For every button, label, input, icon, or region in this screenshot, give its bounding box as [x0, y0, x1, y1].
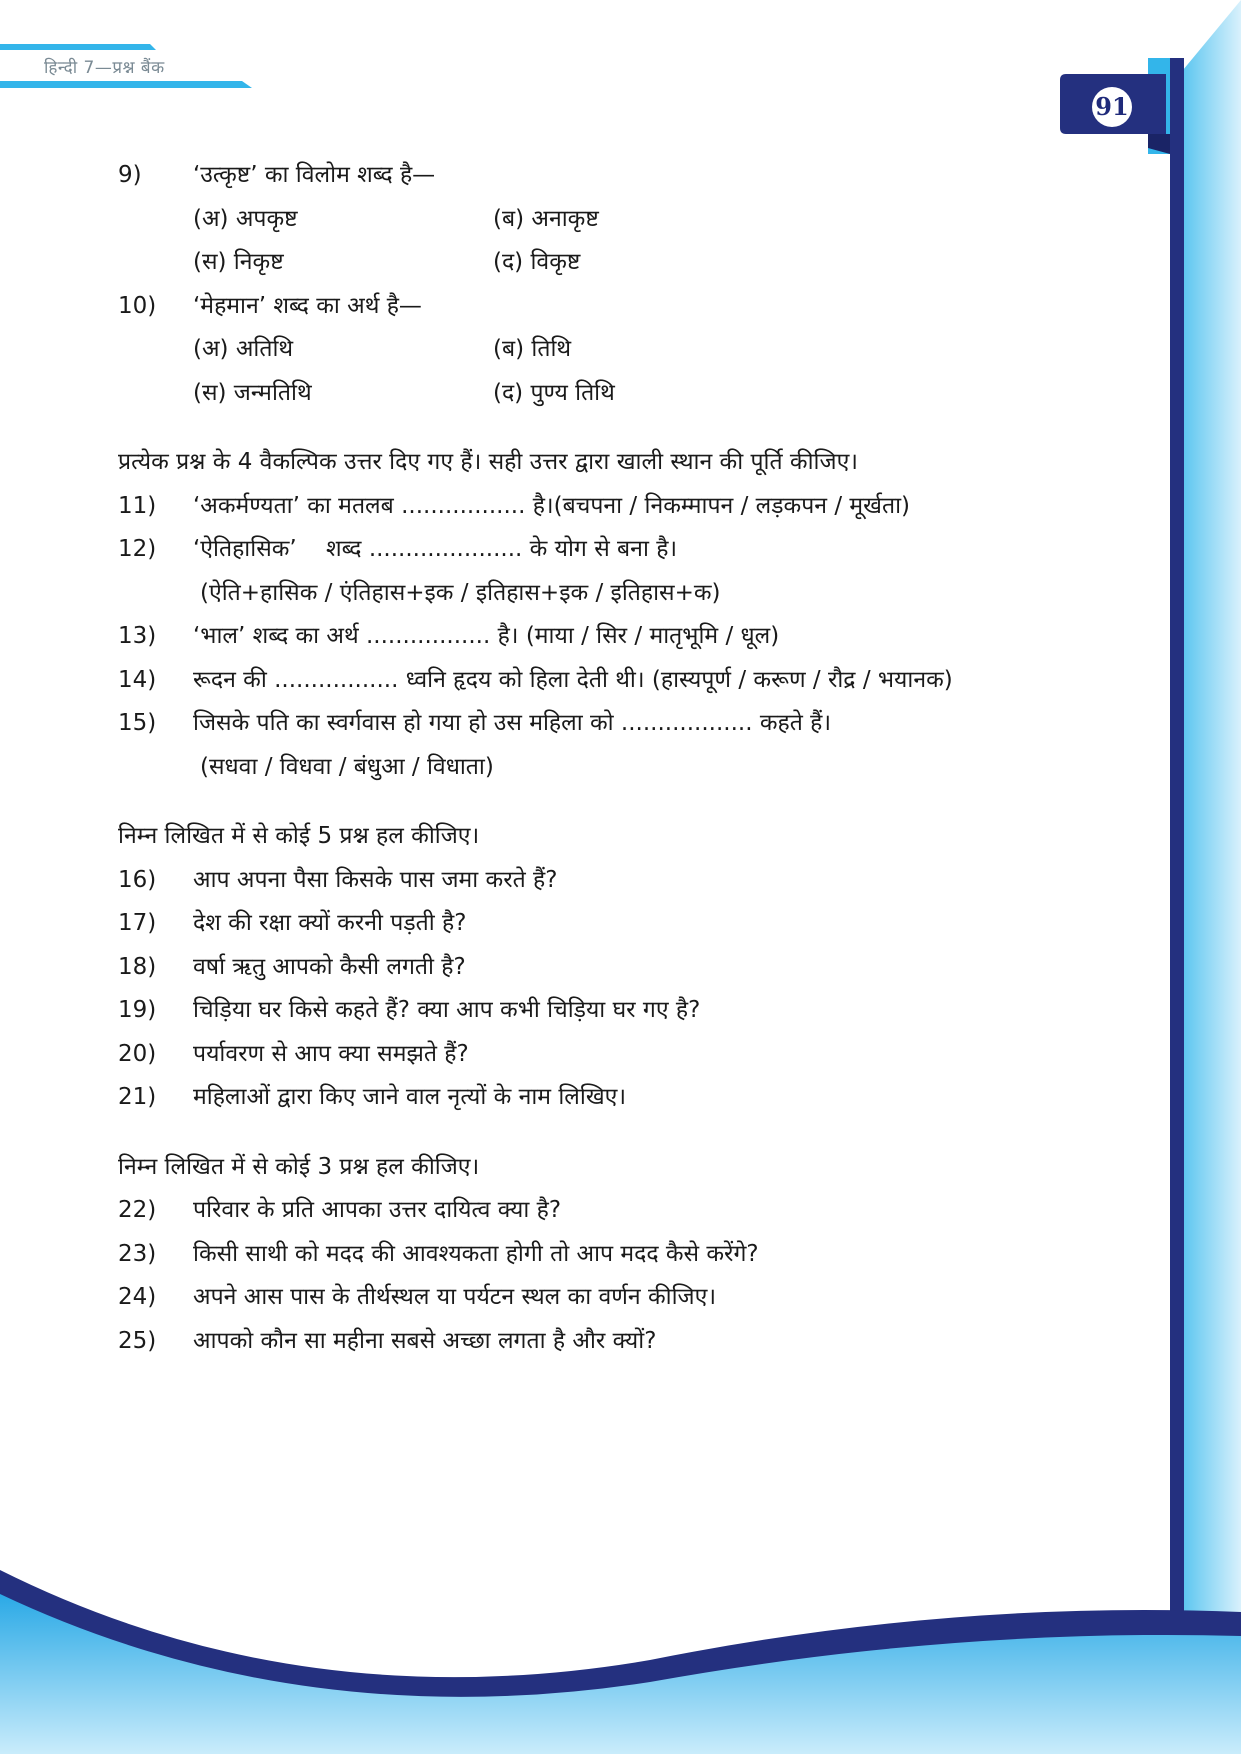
question-text: अपने आस पास के तीर्थस्थल या पर्यटन स्थल का वर्णन कीजिए। — [193, 1284, 717, 1310]
question-text: ‘मेहमान’ शब्द का अर्थ है— — [193, 292, 422, 319]
question-number: 22) — [118, 1197, 157, 1223]
question-list — [118, 154, 1078, 1363]
question-text: ‘अकर्मण्यता’ का मतलब ................. है।(बचपना / निकम्मापन / लड़कपन / मूर्खता) — [193, 492, 911, 519]
question-text: रूदन की ................. ध्वनि हृदय को हिला देती थी। (हास्यपूर्ण / करूण / रौद्र / भयानक) — [193, 666, 953, 693]
section-instruction: निम्न लिखित में से कोई 3 प्रश्न हल कीजिए। — [118, 1153, 480, 1180]
question-row — [118, 946, 1078, 990]
option: (अ) अपकृष्ट — [193, 205, 298, 232]
question-text: ‘उत्कृष्ट’ का विलोम शब्द है— — [193, 162, 436, 188]
question-row — [118, 902, 1078, 946]
page-number: 91 — [1092, 87, 1132, 127]
question-row — [118, 1189, 1078, 1233]
question-number: 25) — [118, 1327, 157, 1354]
option-row — [118, 198, 1078, 242]
question-row — [118, 528, 1078, 572]
answer-choices: (ऐति+हासिक / एंतिहास+इक / इतिहास+इक / इतिहास+क) — [200, 579, 721, 606]
question-text: किसी साथी को मदद की आवश्यकता होगी तो आप मदद कैसे करेंगे? — [193, 1240, 759, 1267]
question-text: ‘भाल’ शब्द का अर्थ ................. है। (माया / सिर / मातृभूमि / धूल) — [193, 623, 780, 649]
question-row — [118, 859, 1078, 903]
question-number: 11) — [118, 492, 157, 519]
question-number: 15) — [118, 710, 157, 736]
option: (ब) तिथि — [493, 336, 572, 362]
question-text: चिड़िया घर किसे कहते हैं? क्या आप कभी चिड़िया घर गए है? — [193, 997, 701, 1023]
question-row — [118, 659, 1078, 703]
question-number: 21) — [118, 1084, 157, 1110]
option-row — [118, 328, 1078, 372]
question-text: परिवार के प्रति आपका उत्तर दायित्व क्या है? — [193, 1197, 562, 1223]
question-row — [118, 154, 1078, 198]
question-number: 20) — [118, 1040, 157, 1067]
side-dark-bar — [1170, 58, 1184, 1658]
question-row — [118, 1233, 1078, 1277]
question-text: पर्यावरण से आप क्या समझते हैं? — [193, 1040, 469, 1067]
question-number: 19) — [118, 997, 157, 1023]
question-number: 9) — [118, 162, 142, 188]
header-strip-bottom — [0, 81, 252, 88]
question-text: वर्षा ऋतु आपको कैसी लगती है? — [193, 953, 466, 980]
question-number: 16) — [118, 866, 157, 893]
section-instruction: निम्न लिखित में से कोई 5 प्रश्न हल कीजिए। — [118, 823, 480, 849]
question-text: महिलाओं द्वारा किए जाने वाल नृत्यों के नाम लिखिए। — [193, 1084, 627, 1110]
question-row — [118, 1076, 1078, 1120]
option: (द) विकृष्ट — [493, 249, 581, 275]
question-row — [118, 989, 1078, 1033]
option: (स) जन्मतिथि — [193, 379, 312, 406]
option: (स) निकृष्ट — [193, 249, 284, 275]
option: (द) पुण्य तिथि — [493, 379, 615, 406]
question-number: 17) — [118, 910, 157, 936]
option-row — [118, 241, 1078, 285]
question-text: आपको कौन सा महीना सबसे अच्छा लगता है और क्यों? — [193, 1327, 657, 1354]
question-number: 24) — [118, 1284, 157, 1310]
option: (ब) अनाकृष्ट — [493, 205, 599, 232]
question-number: 18) — [118, 953, 157, 980]
header-strip-top — [0, 44, 156, 50]
question-number: 12) — [118, 536, 157, 562]
question-number: 13) — [118, 623, 157, 649]
question-number: 14) — [118, 666, 157, 693]
question-text: ‘ऐतिहासिक’ शब्द ..................... के योग से बना है। — [193, 536, 678, 562]
question-number: 23) — [118, 1240, 157, 1267]
side-column — [1183, 0, 1241, 1754]
question-row — [118, 485, 1078, 529]
question-number: 10) — [118, 292, 157, 319]
question-row — [118, 1276, 1078, 1320]
header-title: हिन्दी 7—प्रश्न बैंक — [44, 58, 165, 78]
question-text: जिसके पति का स्वर्गवास हो गया हो उस महिला को .................. कहते हैं। — [193, 710, 832, 736]
answer-choices: (सधवा / विधवा / बंधुआ / विधाता) — [200, 753, 494, 780]
question-text: देश की रक्षा क्यों करनी पड़ती है? — [193, 910, 467, 936]
option-row — [118, 372, 1078, 416]
question-row — [118, 615, 1078, 659]
question-row — [118, 1033, 1078, 1077]
option: (अ) अतिथि — [193, 336, 294, 362]
section-instruction: प्रत्येक प्रश्न के 4 वैकल्पिक उत्तर दिए गए हैं। सही उत्तर द्वारा खाली स्थान की पूर्ति कीजिए। — [118, 449, 859, 475]
question-row — [118, 702, 1078, 746]
question-text: आप अपना पैसा किसके पास जमा करते हैं? — [193, 866, 558, 893]
question-row — [118, 1320, 1078, 1364]
question-row — [118, 285, 1078, 329]
